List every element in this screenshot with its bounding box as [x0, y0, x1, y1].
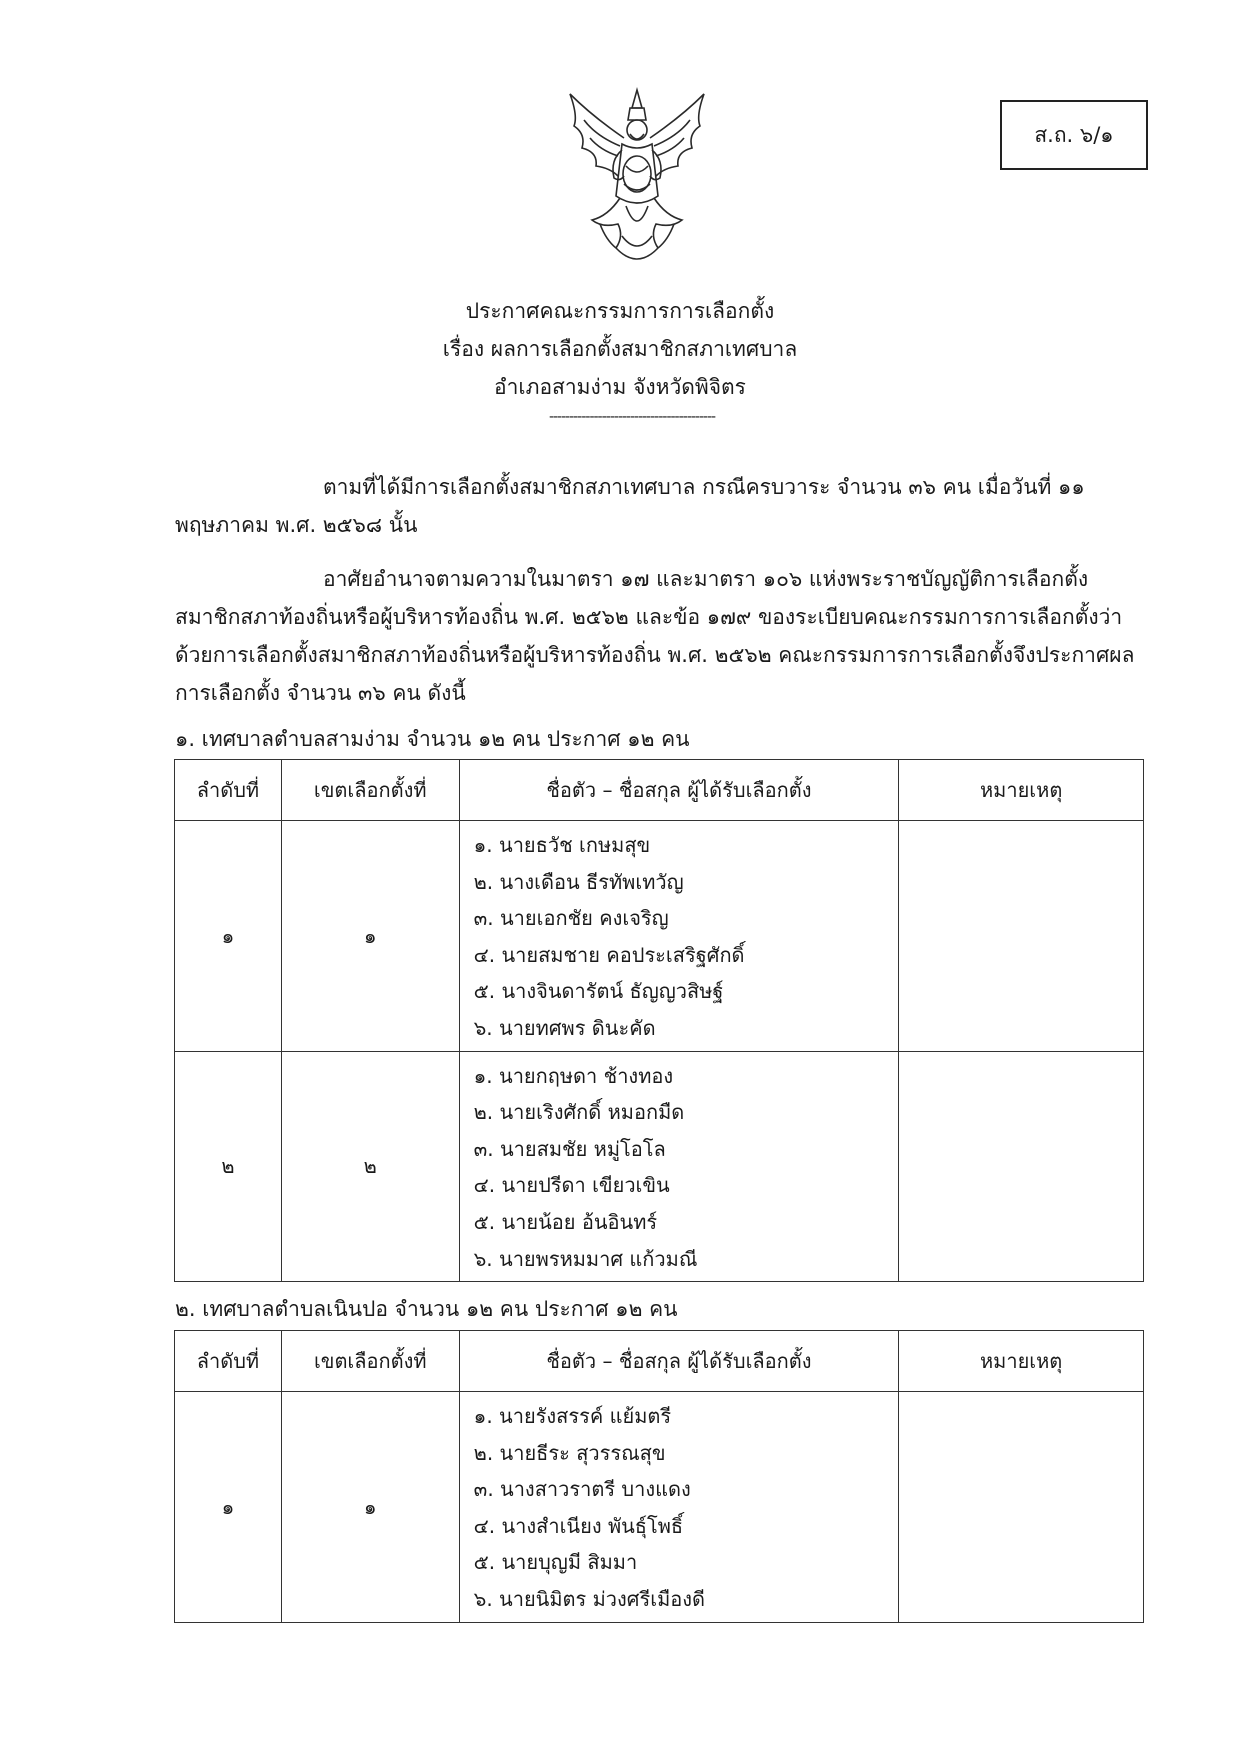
candidate-name: ๓. นางสาวราตรี บางแดง [473, 1477, 691, 1502]
names-cell [459, 1051, 899, 1282]
order-cell: ๑ [175, 1392, 282, 1623]
candidate-name: ๒. นายเริงศักดิ์ หมอกมืด [473, 1100, 685, 1125]
candidate-name: ๕. นางจินดารัตน์ ธัญญวสิษฐ์ [473, 979, 724, 1004]
candidate-name: ๓. นายสมชัย หมู่โอโล [473, 1136, 666, 1161]
table-header-row [175, 760, 1144, 821]
section-title-1: ๑. เทศบาลตำบลสามง่าม จำนวน ๑๒ คน ประกาศ ๑๒ คน [175, 727, 690, 751]
remark-cell [899, 821, 1144, 1052]
candidate-name: ๒. นางเดือน ธีรทัพเทวัญ [473, 869, 684, 894]
column-header-district: เขตเลือกตั้งที่ [281, 1331, 459, 1392]
column-header-district: เขตเลือกตั้งที่ [281, 760, 459, 821]
paragraph-authority [175, 560, 1145, 712]
order-cell: ๒ [175, 1051, 282, 1282]
candidate-name: ๕. นายน้อย อ้นอินทร์ [473, 1209, 658, 1234]
district-cell: ๑ [281, 821, 459, 1052]
candidate-name: ๑. นายธวัช เกษมสุข [473, 833, 651, 857]
candidate-name: ๒. นายธีระ สุวรรณสุข [473, 1440, 666, 1465]
section-title-2: ๒. เทศบาลตำบลเนินปอ จำนวน ๑๒ คน ประกาศ ๑๒ คน [175, 1297, 678, 1321]
column-header-order: ลำดับที่ [175, 1331, 282, 1392]
announcement-location: อำเภอสามง่าม จังหวัดพิจิตร [494, 375, 746, 399]
form-code-label: ส.ถ. ๖/๑ [1034, 122, 1114, 147]
candidate-name: ๔. นายสมชาย คอประเสริฐศักดิ์ [473, 942, 745, 967]
paragraph-intro-text: ตามที่ได้มีการเลือกตั้งสมาชิกสภาเทศบาล กรณีครบวาระ จำนวน ๓๖ คน เมื่อวันที่ ๑๑ พฤษภาคม พ.ศ. ๒๕๖๘ นั้น [175, 475, 1085, 537]
candidate-name: ๔. นางสำเนียง พันธุ์โพธิ์ [473, 1513, 684, 1538]
order-cell: ๑ [175, 821, 282, 1052]
remark-cell [899, 1051, 1144, 1282]
remark-cell [899, 1392, 1144, 1623]
announcement-subject: เรื่อง ผลการเลือกตั้งสมาชิกสภาเทศบาล [442, 337, 798, 361]
column-header-remark: หมายเหตุ [899, 760, 1144, 821]
column-header-name: ชื่อตัว – ชื่อสกุล ผู้ได้รับเลือกตั้ง [459, 1331, 899, 1392]
district-cell: ๑ [281, 1392, 459, 1623]
candidate-name: ๖. นายพรหมมาศ แก้วมณี [473, 1246, 698, 1271]
table-row [175, 1392, 1144, 1623]
paragraph-intro [175, 468, 1145, 544]
candidate-name: ๖. นายทศพร ดินะคัด [473, 1015, 656, 1040]
candidate-name: ๕. นายบุญมี สิมมา [473, 1550, 638, 1575]
table-row [175, 821, 1144, 1052]
column-header-name: ชื่อตัว – ชื่อสกุล ผู้ได้รับเลือกตั้ง [459, 760, 899, 821]
district-cell: ๒ [281, 1051, 459, 1282]
results-table-1 [174, 759, 1144, 1282]
names-cell [459, 1392, 899, 1623]
column-header-order: ลำดับที่ [175, 760, 282, 821]
announcement-title: ประกาศคณะกรรมการการเลือกตั้ง [465, 299, 775, 323]
candidate-name: ๔. นายปรีดา เขียวเขิน [473, 1173, 670, 1198]
candidate-name: ๓. นายเอกชัย คงเจริญ [473, 906, 669, 931]
garuda-emblem-icon [562, 86, 712, 272]
form-code-box [1000, 100, 1148, 170]
results-table-2 [174, 1330, 1144, 1623]
candidate-name: ๖. นายนิมิตร ม่วงศรีเมืองดี [473, 1586, 706, 1611]
announcement-header [0, 292, 1240, 428]
column-header-remark: หมายเหตุ [899, 1331, 1144, 1392]
header-divider: ----------------------------------------- [548, 409, 716, 425]
table-header-row [175, 1331, 1144, 1392]
names-cell [459, 821, 899, 1052]
paragraph-authority-text: อาศัยอำนาจตามความในมาตรา ๑๗ และมาตรา ๑๐๖ แห่งพระราชบัญญัติการเลือกตั้งสมาชิกสภาท้องถิ่นหรือผู้บริหารท้องถิ่น พ.ศ. ๒๕๖๒ และข้อ ๑๗๙ ของระเบียบคณะกรรมการการเลือกตั้งว่าด้วยการเลือกตั้งสมาชิกสภาท้องถิ่นหรือผู้บริหารท้องถิ่น พ.ศ. ๒๕๖๒ คณะกรรมการการเลือกตั้งจึงประกาศผลการเลือกตั้ง จำนวน ๓๖ คน ดังนี้ [175, 567, 1135, 705]
table-row [175, 1051, 1144, 1282]
candidate-name: ๑. นายรังสรรค์ แย้มตรี [473, 1404, 672, 1428]
candidate-name: ๑. นายกฤษดา ช้างทอง [473, 1063, 674, 1088]
